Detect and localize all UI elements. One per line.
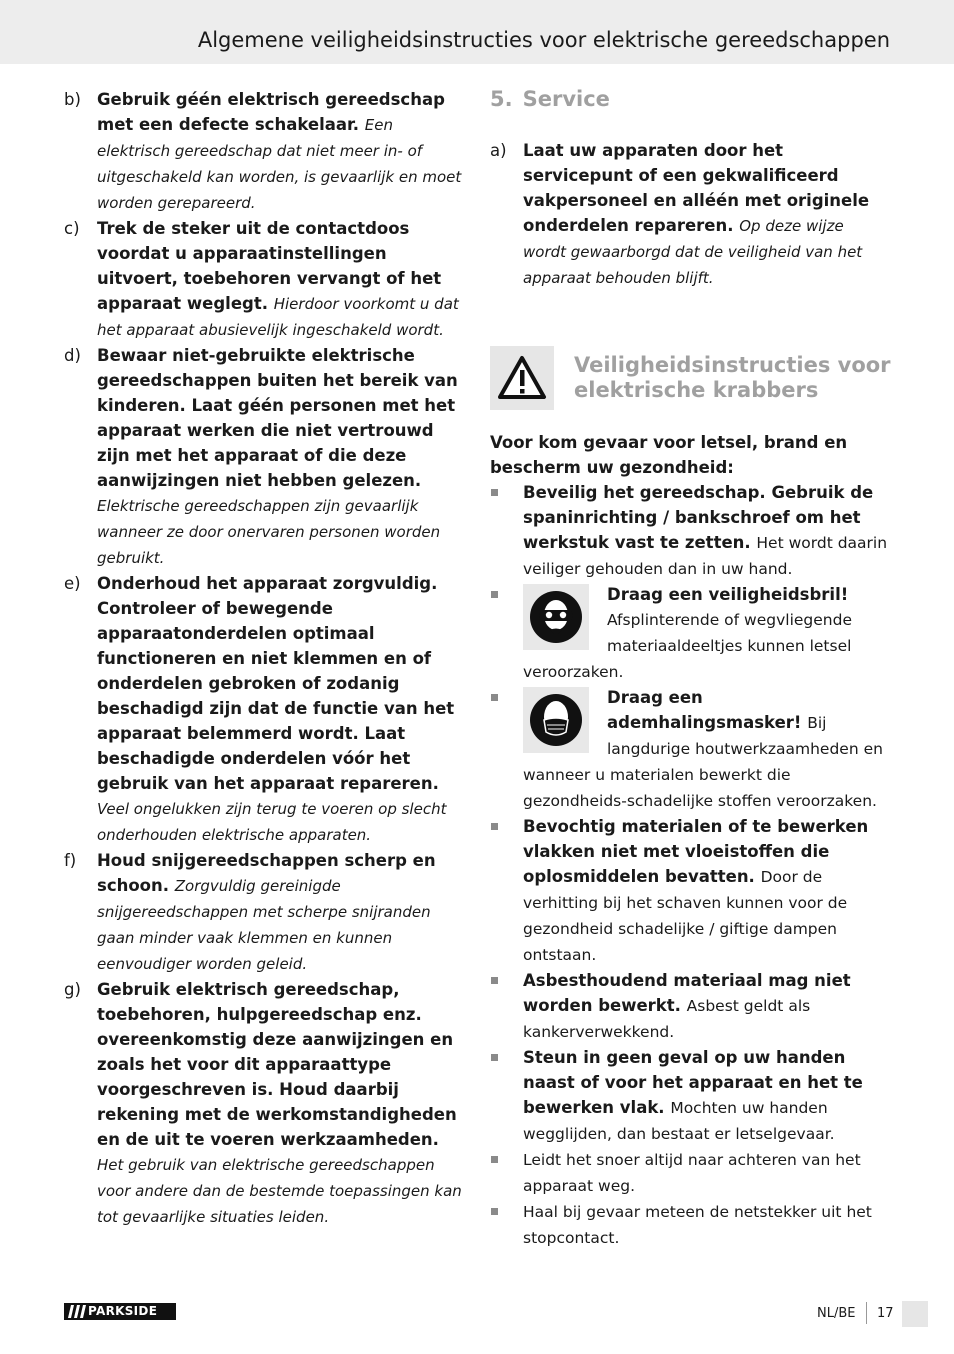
bullet-square-icon — [491, 591, 498, 598]
item-bold-text: Onderhoud het apparaat zorgvuldig. Controleer of bewegende apparaatonderdelen optimaal functioneren en niet klemmen en of onderdelen gebroken of zodanig beschadigd zijn dat de functie van het apparaat belemmerd wordt. Laat beschadigde onderdelen vóór het gebruik van het apparaat repareren. — [97, 574, 455, 793]
bullet-square-icon — [491, 1156, 498, 1163]
item-italic-text: Zorgvuldig gereinigde snijgereedschappen met scherpe snijranden gaan minder vaak klemmen en kunnen eenvoudiger worden geleid. — [97, 877, 431, 973]
item-bold-text: Gebruik elektrisch gereedschap, toebehoren, hulpgereedschap enz. overeenkomstig deze aanwijzingen en zoals het voor dit apparaattype voorgeschreven is. Houd daarbij rekening met de werkomstandigheden en de uit te voeren werkzaamheden. — [97, 980, 457, 1149]
bullet-square-icon — [491, 489, 498, 496]
section-title: Service — [522, 87, 610, 111]
bullet-item — [490, 968, 890, 1045]
warning-title: Veiligheidsinstructies voor elektrische krabbers — [574, 353, 891, 402]
bullet-text: Afsplinterende of wegvliegende materiaaldeeltjes kunnen letsel veroorzaken. — [523, 611, 852, 681]
item-bold-text: Houd snijgereedschappen scherp en schoon. — [97, 851, 436, 895]
bullet-item — [490, 1147, 890, 1199]
item-italic-text: Het gebruik van elektrische gereedschappen voor andere dan de bestemde toepassingen kan tot gevaarlijke situaties leiden. — [97, 1156, 462, 1226]
item-bold-text: Trek de steker uit de contactdoos voordat u apparaatinstellingen uitvoert, toebehoren vervangt of het apparaat weglegt. — [97, 219, 442, 313]
bullet-bold-text: Draag een veiligheidsbril! — [607, 585, 849, 604]
bullet-square-icon — [491, 977, 498, 984]
service-heading — [490, 87, 890, 125]
instruction-item-c — [64, 216, 464, 343]
bullet-bold-text: Asbesthoudend materiaal mag niet worden bewerkt. — [523, 971, 851, 1015]
footer-tab-marker — [902, 1301, 928, 1327]
item-bold-text: Bewaar niet-gebruikte elektrische gereedschappen buiten het bereik van kinderen. Laat géén personen met het apparaat werken die niet vertrouwd zijn met het apparaat of die deze aanwijzingen niet hebben gelezen. — [97, 346, 458, 490]
instruction-item-b — [64, 87, 464, 216]
bullet-text: Leidt het snoer altijd naar achteren van het apparaat weg. — [523, 1151, 861, 1195]
bullet-item — [490, 814, 890, 968]
page-header — [0, 0, 954, 64]
bullet-item — [490, 1199, 890, 1251]
bullet-text: Mochten uw handen wegglijden, dan bestaat er letselgevaar. — [523, 1099, 835, 1143]
instruction-item-f — [64, 848, 464, 977]
item-italic-text: Veel ongelukken zijn terug te voeren op slecht onderhouden elektrische apparaten. — [97, 800, 447, 844]
bullet-item — [490, 1045, 890, 1147]
item-bold-text: Laat uw apparaten door het servicepunt of een gekwalificeerd vakpersoneel en alléén met originele onderdelen repareren. — [523, 141, 870, 235]
bullet-item — [490, 582, 890, 685]
right-column — [490, 87, 890, 1251]
bullet-text: Het wordt daarin veiliger gehouden dan in uw hand. — [523, 534, 888, 578]
bullet-item — [490, 480, 890, 582]
item-italic-text: Elektrische gereedschappen zijn gevaarlijk wanneer ze door onervaren personen worden gebruikt. — [97, 497, 441, 567]
page-title: Algemene veiligheidsinstructies voor elektrische gereedschappen — [197, 28, 890, 52]
warning-triangle-icon — [490, 346, 554, 410]
item-italic-text: Op deze wijze wordt gewaarborgd dat de veiligheid van het apparaat behouden blijft. — [523, 217, 863, 287]
bullet-item — [490, 685, 890, 814]
respirator-mask-icon — [523, 687, 589, 753]
bullet-bold-text: Draag een ademhalingsmasker! — [607, 688, 808, 732]
parkside-logo — [64, 1303, 176, 1320]
footer-divider — [866, 1302, 867, 1324]
intro-text: Voor kom gevaar voor letsel, brand en bescherm uw gezondheid: — [490, 433, 848, 477]
section-number: 5. — [490, 87, 513, 111]
item-label: a) — [490, 141, 507, 160]
bullet-text: Door de verhitting bij het schaven kunnen voor de gezondheid schadelijke / giftige dampen ontstaan. — [523, 868, 848, 964]
bullet-square-icon — [491, 1054, 498, 1061]
bullet-bold-text: Steun in geen geval op uw handen naast of voor het apparaat en het te bewerken vlak. — [523, 1048, 863, 1117]
item-bold-text: Gebruik géén elektrisch gereedschap met een defecte schakelaar. — [97, 90, 445, 134]
warning-heading — [490, 346, 890, 410]
item-label: c) — [64, 219, 80, 238]
item-label: b) — [64, 90, 81, 109]
item-label: g) — [64, 980, 81, 999]
bullet-square-icon — [491, 1208, 498, 1215]
page-number: 17 — [877, 1306, 894, 1321]
bullet-bold-text: Bevochtig materialen of te bewerken vlakken niet met vloeistoffen die oplosmiddelen bevatten. — [523, 817, 869, 886]
item-label: e) — [64, 574, 81, 593]
item-label: f) — [64, 851, 77, 870]
bullet-square-icon — [491, 694, 498, 701]
service-item-a — [490, 138, 890, 291]
item-italic-text: Hierdoor voorkomt u dat het apparaat abusievelijk ingeschakeld wordt. — [97, 295, 459, 339]
safety-goggles-icon — [523, 584, 589, 650]
bullet-text: Haal bij gevaar meteen de netstekker uit het stopcontact. — [523, 1203, 872, 1247]
bullet-text: Bij langdurige houtwerkzaamheden en wanneer u materialen bewerkt die gezondheids-schadelijke stoffen veroorzaken. — [523, 714, 883, 810]
instruction-item-g — [64, 977, 464, 1230]
brand-name: PARKSIDE — [88, 1304, 158, 1318]
instruction-item-d — [64, 343, 464, 571]
instruction-item-e — [64, 571, 464, 848]
bullet-bold-text: Beveilig het gereedschap. Gebruik de spaninrichting / bankschroef om het werkstuk vast te zetten. — [523, 483, 874, 552]
language-code: NL/BE — [817, 1306, 856, 1321]
item-label: d) — [64, 346, 81, 365]
bullet-text: Asbest geldt als kankerverwekkend. — [523, 997, 811, 1041]
bullet-square-icon — [491, 823, 498, 830]
left-column — [64, 87, 464, 1230]
logo-stripes-icon — [67, 1303, 87, 1320]
item-italic-text: Een elektrisch gereedschap dat niet meer in- of uitgeschakeld kan worden, is gevaarlijk en moet worden gerepareerd. — [97, 116, 462, 212]
